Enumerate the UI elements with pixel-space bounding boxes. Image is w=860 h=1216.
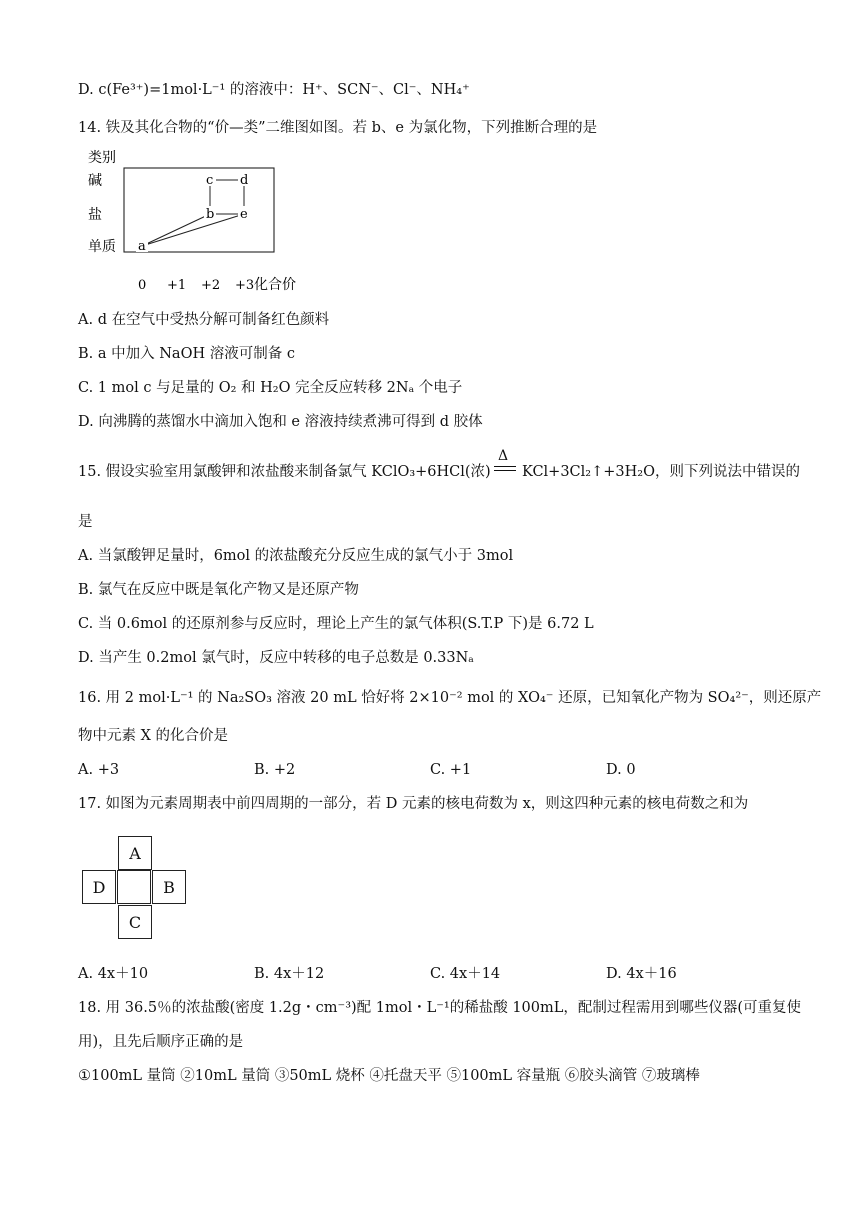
reaction-arrow-line-2: [494, 470, 516, 471]
q17-stem: 17. 如图为元素周期表中前四周期的一部分，若 D 元素的核电荷数为 x，则这四种元素的核电荷数之和为: [78, 796, 749, 812]
point-label-b: b: [206, 207, 215, 222]
q16-stem-b: 物中元素 X 的化合价是: [78, 728, 229, 744]
q17-option-c: C. 4x＋14: [430, 966, 501, 982]
q14-stem: 14. 铁及其化合物的“价—类”二维图如图。若 b、e 为氯化物，下列推断合理的是: [78, 120, 598, 136]
point-label-a: a: [138, 239, 146, 254]
y-tick-label: 碱: [88, 173, 102, 189]
q18-stem-b: 用)，且先后顺序正确的是: [78, 1034, 244, 1050]
point-label-e: e: [240, 207, 248, 222]
q13-option-d: D. c(Fe³⁺)=1mol·L⁻¹ 的溶液中：H⁺、SCN⁻、Cl⁻、NH₄⁺: [78, 82, 470, 98]
point-label-d: d: [240, 173, 249, 188]
cell-d: D: [82, 870, 116, 904]
q16-option-d: D. 0: [606, 762, 636, 778]
q15-stem-a: 15. 假设实验室用氯酸钾和浓盐酸来制备氯气 KClO₃+6HCl(浓): [78, 464, 491, 480]
x-tick-label: +3: [235, 278, 255, 293]
q15-stem-b: KCl+3Cl₂↑+3H₂O，则下列说法中错误的: [522, 464, 800, 480]
q18-stem-a: 18. 用 36.5％的浓盐酸(密度 1.2g・cm⁻³)配 1mol・L⁻¹的稀盐酸 100mL，配制过程需用到哪些仪器(可重复使: [78, 1000, 802, 1016]
cell-b: B: [152, 870, 186, 904]
q15-option-c: C. 当 0.6mol 的还原剂参与反应时，理论上产生的氯气体积(S.T.P 下)是 6.72 L: [78, 616, 594, 632]
valence-class-chart: [84, 146, 296, 296]
q16-stem-a: 16. 用 2 mol·L⁻¹ 的 Na₂SO₃ 溶液 20 mL 恰好将 2×10⁻² mol 的 XO₄⁻ 还原，已知氧化产物为 SO₄²⁻，则还原产: [78, 690, 822, 706]
q15-option-b: B. 氯气在反应中既是氧化产物又是还原产物: [78, 582, 359, 598]
q14-option-a: A. d 在空气中受热分解可制备红色颜料: [78, 312, 330, 328]
q16-option-c: C. +1: [430, 762, 472, 778]
point-label-c: c: [206, 173, 214, 188]
x-tick-label: 0: [138, 278, 147, 293]
q15-option-d: D. 当产生 0.2mol 氯气时，反应中转移的电子总数是 0.33Nₐ: [78, 650, 474, 666]
y-tick-label: 盐: [88, 207, 102, 223]
q18-items: ①100mL 量筒 ②10mL 量筒 ③50mL 烧杯 ④托盘天平 ⑤100mL 容量瓶 ⑥胶头滴管 ⑦玻璃棒: [78, 1068, 700, 1084]
y-axis-label: 类别: [88, 150, 116, 166]
x-tick-label: +2: [201, 278, 221, 293]
q15-stem-c: 是: [78, 514, 93, 530]
cell-a: A: [118, 836, 152, 870]
q16-option-a: A. +3: [78, 762, 120, 778]
q16-option-b: B. +2: [254, 762, 296, 778]
q14-option-c: C. 1 mol c 与足量的 O₂ 和 H₂O 完全反应转移 2Nₐ 个电子: [78, 380, 463, 396]
q17-option-a: A. 4x＋10: [78, 966, 149, 982]
line-a-e: [142, 214, 244, 246]
q14-option-d: D. 向沸腾的蒸馏水中滴加入饱和 e 溶液持续煮沸可得到 d 胶体: [78, 414, 483, 430]
cell-center: [117, 870, 151, 904]
q17-option-b: B. 4x＋12: [254, 966, 325, 982]
line-a-b: [142, 214, 210, 246]
heating-delta-symbol: Δ: [498, 448, 509, 464]
x-axis-label: 化合价: [254, 277, 296, 293]
y-tick-label: 单质: [88, 239, 116, 255]
q15-option-a: A. 当氯酸钾足量时，6mol 的浓盐酸充分反应生成的氯气小于 3mol: [78, 548, 514, 564]
q17-option-d: D. 4x＋16: [606, 966, 677, 982]
x-tick-label: +1: [167, 278, 187, 293]
reaction-arrow-line: [494, 466, 516, 467]
cell-c: C: [118, 905, 152, 939]
q14-option-b: B. a 中加入 NaOH 溶液可制备 c: [78, 346, 295, 362]
